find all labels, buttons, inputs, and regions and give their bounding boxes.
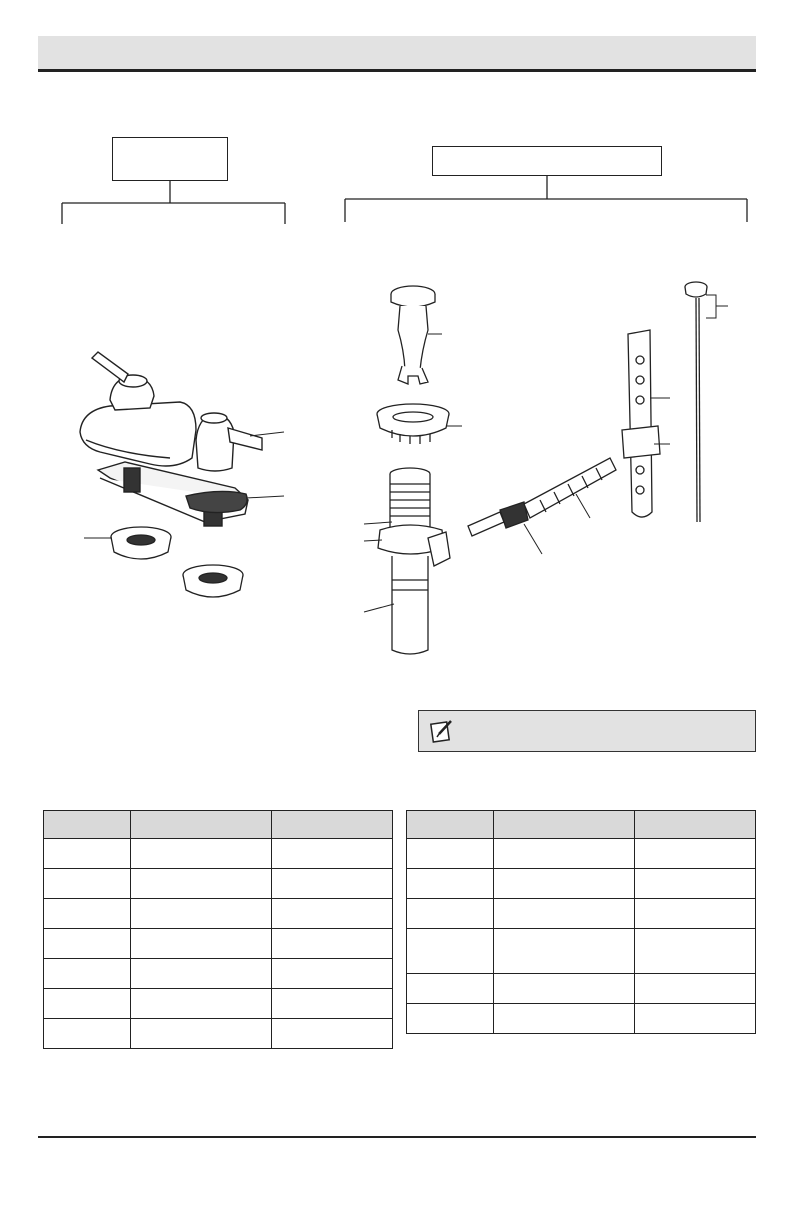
- table-cell: [407, 899, 494, 929]
- table-cell: [130, 869, 272, 899]
- table-header-row: [407, 811, 756, 839]
- drain-bracket: [345, 176, 747, 222]
- parts-table-right: [406, 810, 756, 1034]
- table-cell: [407, 869, 494, 899]
- mounting-nut-left: [111, 527, 171, 559]
- clevis-strap-illustration: [622, 330, 660, 517]
- table-cell: [272, 989, 393, 1019]
- table-cell: [493, 839, 635, 869]
- footer-rule: [38, 1136, 756, 1138]
- table-cell: [493, 869, 635, 899]
- table-row: [44, 1019, 393, 1049]
- drain-body-illustration: [378, 468, 450, 654]
- table-row: [407, 839, 756, 869]
- table-row: [407, 929, 756, 974]
- table-row: [44, 929, 393, 959]
- lift-rod-illustration: [685, 282, 707, 522]
- table-cell: [407, 839, 494, 869]
- table-cell: [44, 1019, 131, 1049]
- table-cell: [407, 929, 494, 974]
- mounting-nut-right: [183, 565, 243, 597]
- table-cell: [407, 974, 494, 1004]
- table-cell: [635, 1004, 756, 1034]
- drain-stopper-illustration: [391, 286, 435, 384]
- parts-table-left: [43, 810, 393, 1049]
- table-cell: [635, 929, 756, 974]
- table-cell: [130, 959, 272, 989]
- table-cell: [493, 899, 635, 929]
- table-cell: [44, 929, 131, 959]
- table-cell: [493, 974, 635, 1004]
- table-cell: [635, 869, 756, 899]
- table-cell: [44, 869, 131, 899]
- table-cell: [272, 929, 393, 959]
- table-cell: [130, 929, 272, 959]
- table-cell: [272, 869, 393, 899]
- table-row: [44, 959, 393, 989]
- table-cell: [44, 899, 131, 929]
- table-row: [407, 1004, 756, 1034]
- table-cell: [44, 959, 131, 989]
- table-header-row: [44, 811, 393, 839]
- table-row: [44, 989, 393, 1019]
- table-cell: [130, 1019, 272, 1049]
- table-cell: [407, 1004, 494, 1034]
- table-cell: [44, 989, 131, 1019]
- table-cell: [635, 974, 756, 1004]
- column-header: [493, 811, 635, 839]
- column-header: [407, 811, 494, 839]
- column-header: [635, 811, 756, 839]
- note-box: [418, 710, 756, 752]
- table-cell: [635, 899, 756, 929]
- table-cell: [272, 959, 393, 989]
- drain-flange-illustration: [377, 404, 449, 444]
- table-cell: [635, 839, 756, 869]
- table-row: [44, 869, 393, 899]
- table-cell: [130, 989, 272, 1019]
- table-cell: [272, 1019, 393, 1049]
- table-row: [407, 974, 756, 1004]
- table-cell: [493, 929, 635, 974]
- faucet-illustration: [80, 352, 262, 526]
- column-header: [272, 811, 393, 839]
- table-row: [407, 869, 756, 899]
- table-cell: [272, 899, 393, 929]
- table-cell: [130, 839, 272, 869]
- pivot-rod-illustration: [468, 458, 616, 536]
- table-row: [44, 899, 393, 929]
- table-cell: [493, 1004, 635, 1034]
- table-row: [44, 839, 393, 869]
- column-header: [130, 811, 272, 839]
- table-row: [407, 899, 756, 929]
- table-cell: [272, 839, 393, 869]
- table-cell: [44, 839, 131, 869]
- table-cell: [130, 899, 272, 929]
- faucet-bracket: [62, 181, 285, 224]
- column-header: [44, 811, 131, 839]
- note-pencil-icon: [429, 718, 455, 744]
